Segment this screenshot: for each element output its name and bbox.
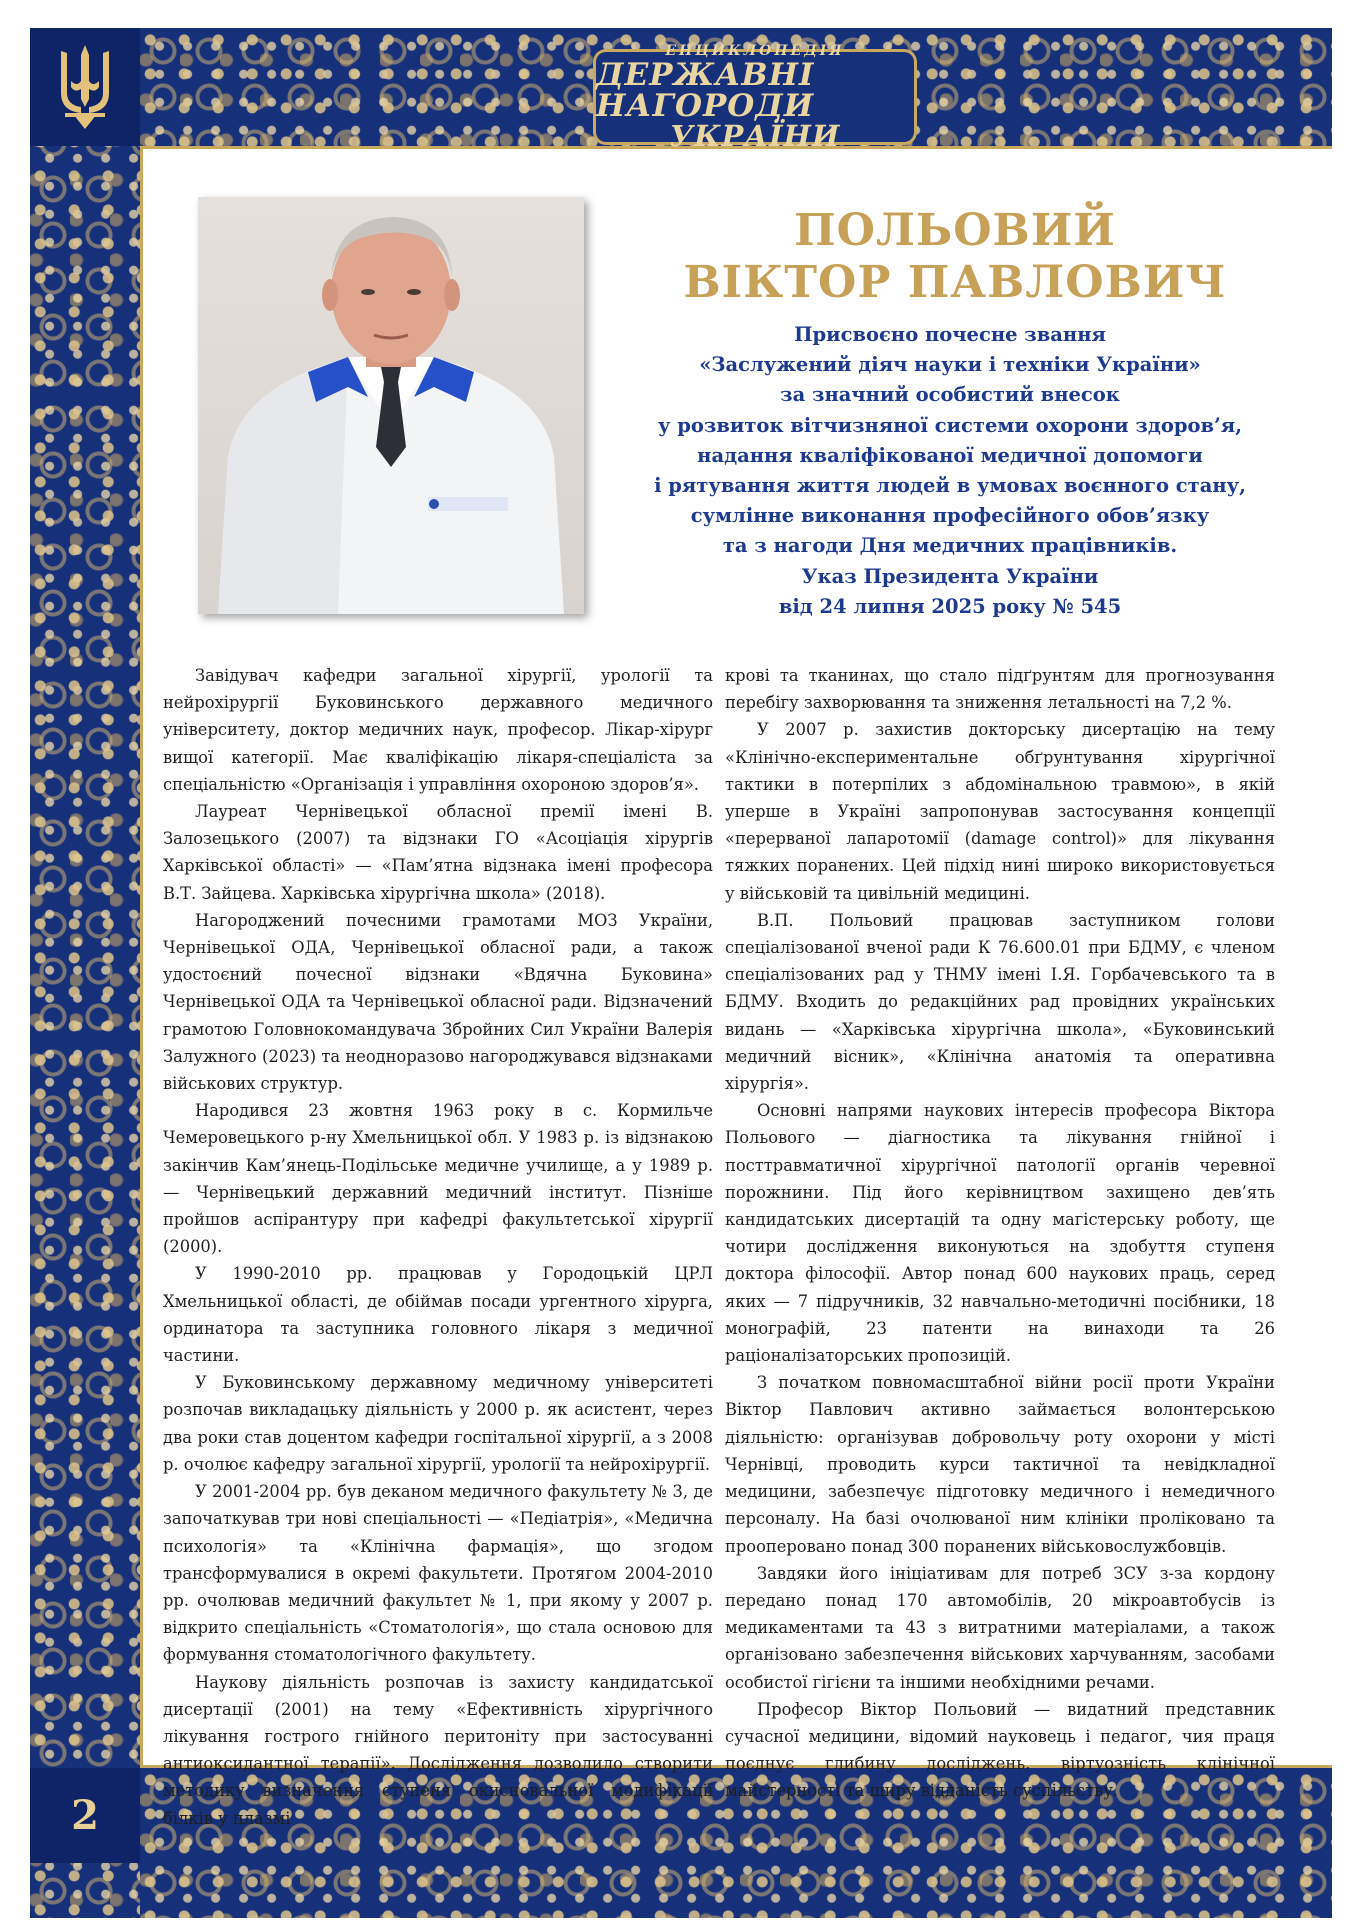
page-number: 2 bbox=[71, 1792, 99, 1839]
paragraph: З початком повномасштабної війни росії проти України Віктор Павлович активно займається волонтерською діяльністю: організував добровольчу роту охорони у місті Чернівці, проводить курси тактичної та невідкладної медицини, забезпечує підготовку медичного і немедичного персоналу. На базі очолюваної ним клініки проліковано та прооперовано понад 300 поранених військовослужбовців. bbox=[725, 1373, 1275, 1556]
paragraph: Основні напрями наукових інтересів професора Віктора Польового — діагностика та лікування гнійної і посттравматичної хірургічної патології органів черевної порожнини. Під його керівництвом захищено дев’ять кандидатських дисертацій та одну магістерську роботу, ще чотири дослідження виконуються на здобуття ступеня доктора філософії. Автор понад 600 наукових праць, серед яких — 7 підручників, 32 навчально-методичні посібники, 18 монографій, 23 патенти на винаходи та 26 раціоналізаторських пропозицій. bbox=[725, 1101, 1275, 1366]
left-ornament-band bbox=[30, 28, 140, 1918]
page-number-box bbox=[30, 1768, 140, 1863]
body-column-left bbox=[163, 662, 713, 1832]
paragraph: Нагороджений почесними грамотами МОЗ України, Чернівецької ОДА, Чернівецької обласної ради, а також удостоєний почесної відзнаки «Вдячна Буковина» Чернівецької ОДА та Чернівецької обласної ради. Відзначений грамотою Головнокомандувача Збройних Сил України Валерія Залужного (2023) та неодноразово нагороджувався відзнаками військових структур. bbox=[163, 910, 713, 1094]
award-line: Присвоєно почесне звання bbox=[794, 323, 1106, 346]
paragraph: У Буковинському державному медичному університеті розпочав викладацьку діяльність у 2000 р. як асистент, через два роки став доцентом кафедри госпітальної хірургії, а з 2008 р. очолює кафедру загальної хірургії, урології та нейрохірургії. bbox=[163, 1373, 713, 1474]
paragraph: Завдяки його ініціативам для потреб ЗСУ з-за кордону передано понад 170 автомобілів, 20 мікроавтобусів із медикаментами та 43 з витратними матеріалами, а також організовано забезпечення військових харчуванням, засобами особистої гігієни та іншими необхідними речами. bbox=[725, 1563, 1275, 1692]
given-names: ВІКТОР ПАВЛОВИЧ bbox=[683, 257, 1227, 308]
paragraph: Народився 23 жовтня 1963 року в с. Кормильче Чемеровецького р-ну Хмельницької обл. У 1983 р. із відзнакою закінчив Кам’янець-Подільське медичне училище, а у 1989 р. — Чернівецький державний медичний інститут. Пізніше пройшов аспірантуру при кафедрі факультетської хірургії (2000). bbox=[163, 1101, 713, 1257]
paragraph: Наукову діяльність розпочав із захисту кандидатської дисертації (2001) на тему «Ефективність хірургічного лікування гострого гнійного перитоніту при застосуванні антиоксидантної терапії». Дослідження дозволило створити методику визначення ступеня окисновальної модифікації білків у плазмі bbox=[163, 1672, 713, 1828]
encyclopedia-header bbox=[596, 42, 914, 153]
emblem-box bbox=[30, 28, 140, 146]
body-column-right bbox=[725, 662, 1275, 1805]
award-line: «Заслужений діяч науки і техніки України» bbox=[699, 353, 1201, 377]
divider bbox=[140, 146, 143, 1768]
paragraph-continuation: крові та тканинах, що стало підґрунтям для прогнозування перебігу захворювання та зниження летальності на 7,2 %. bbox=[725, 666, 1275, 713]
header-line-2: ДЕРЖАВНІ НАГОРОДИ bbox=[596, 56, 815, 124]
award-line: надання кваліфікованої медичної допомоги bbox=[697, 443, 1203, 467]
surname: ПОЛЬОВИЙ bbox=[794, 205, 1116, 256]
award-line: і рятування життя людей в умовах воєнного стану, bbox=[654, 474, 1246, 498]
portrait-photo bbox=[198, 197, 584, 614]
header-line-3: УКРАЇНИ bbox=[669, 118, 841, 153]
paragraph: У 2001-2004 рр. був деканом медичного факультету № 3, де започаткував три нові спеціальності — «Педіатрія», «Медична психологія» та «Клінічна фармація», що згодом трансформувалися в окремі факультети. Протягом 2004-2010 рр. очолював медичний факультет № 1, при якому у 2007 р. відкрито спеціальність «Стоматологія», що стала основою для формування стоматологічного факультету. bbox=[163, 1482, 713, 1665]
award-line: у розвиток вітчизняної системи охорони здоров’я, bbox=[657, 413, 1243, 437]
award-statement bbox=[620, 320, 1280, 622]
paragraph: В.П. Польовий працював заступником голови спеціалізованої вченої ради К 76.600.01 при БДМУ, є членом спеціалізованих рад у ТНМУ імені І.Я. Горбачевського та в БДМУ. Входить до редакційних рад провідних українських видань — «Харківська хірургічна школа», «Буковинський медичний вісник», «Клінічна анатомія та оперативна хірургія». bbox=[725, 910, 1275, 1094]
award-line: сумлінне виконання професійного обов’язку bbox=[690, 504, 1210, 528]
decree-date-line: від 24 липня 2025 року № 545 bbox=[778, 594, 1122, 618]
paragraph: Лауреат Чернівецької обласної премії імені В. Залозецького (2007) та відзнаки ГО «Асоціація хірургів Харківської області» — «Пам’ятна відзнака імені професора В.Т. Зайцева. Харківська хірургічна школа» (2018). bbox=[163, 802, 713, 903]
person-name bbox=[640, 205, 1270, 309]
paragraph: У 2007 р. захистив докторську дисертацію на тему «Клінічно-експериментальне обґрунтування хірургічної тактики в потерпілих з абдомінальною травмою», в якій уперше в Україні запропонував застосування концепції «перерваної лапаротомії (damage control)» для лікування тяжких поранених. Цей підхід нині широко використовується у військовій та цивільній медицині. bbox=[725, 720, 1275, 903]
award-line: за значний особистий внесок bbox=[780, 383, 1120, 407]
header-line-1: ЕНЦИКЛОПЕДІЯ bbox=[665, 42, 845, 59]
paragraph: Завідувач кафедри загальної хірургії, урології та нейрохірургії Буковинського державного медичного університету, доктор медичних наук, професор. Лікар-хірург вищої категорії. Має кваліфікацію лікаря-спеціаліста за спеціальністю «Організація і управління охороною здоров’я». bbox=[163, 666, 713, 794]
paragraph: У 1990-2010 рр. працював у Городоцькій ЦРЛ Хмельницької області, де обіймав посади ургентного хірурга, ординатора та заступника головного лікаря з медичної частини. bbox=[163, 1264, 713, 1366]
decree-line: Указ Президента України bbox=[801, 564, 1099, 588]
award-line: та з нагоди Дня медичних працівників. bbox=[722, 534, 1178, 558]
paragraph: Професор Віктор Польовий — видатний представник сучасної медицини, відомий науковець і педагог, чия праця поєднує глибину досліджень, віртуозність клінічної майстерності та щиру відданість суспільству. bbox=[725, 1699, 1275, 1801]
trident-emblem-icon bbox=[55, 41, 115, 133]
